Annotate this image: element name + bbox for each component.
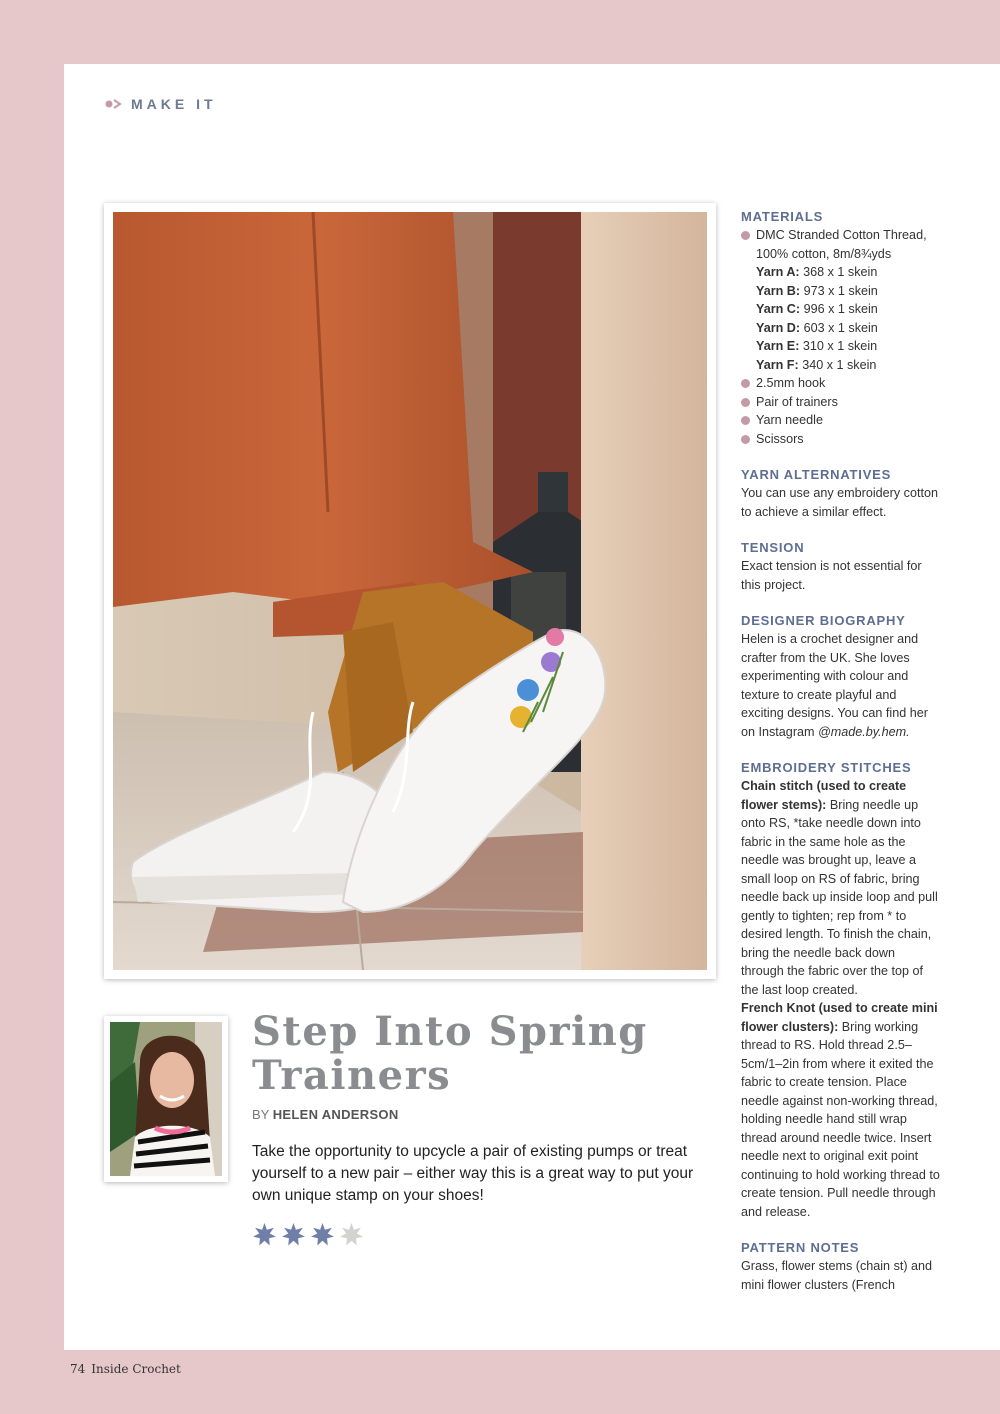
sidebar [741,208,941,1312]
bullet-icon [741,435,750,444]
yarn-alternatives-text: You can use any embroidery cotton to achieve a similar effect. [741,486,938,519]
designer-portrait [110,1022,222,1176]
yarn-alternatives-section [741,466,941,521]
yarn-row: Yarn E: 310 x 1 skein [756,339,878,353]
list-item: Pair of trainers [741,393,941,412]
biography-heading: DESIGNER BIOGRAPHY [741,613,906,628]
main-photo-frame [104,203,716,979]
pattern-notes-heading: PATTERN NOTES [741,1240,860,1255]
materials-section [741,208,941,448]
tension-text: Exact tension is not essential for this project. [741,559,922,592]
materials-list [741,226,941,263]
author-name: HELEN ANDERSON [272,1107,399,1122]
magazine-name: Inside Crochet [91,1362,181,1376]
bullet-icon [741,398,750,407]
pattern-notes-section [741,1239,941,1294]
list-item: Scissors [741,430,941,449]
yarn-row: Yarn A: 368 x 1 skein [756,265,878,279]
chain-stitch-text: Chain stitch (used to create flower stems): Bring needle up onto RS, *take needle down into fabric in the same hole as the needle was brought up, leave a small loop on RS of fabric, bring needle back up inside loop and pull gently to tighten; rep from * to desired length. To finish the chain, bring the needle back down through the fabric over the top of the last loop created. [741,779,938,997]
bullet-icon [741,416,750,425]
materials-heading: MATERIALS [741,209,824,224]
yarn-row: Yarn C: 996 x 1 skein [756,302,878,316]
page-footer [70,1362,181,1376]
yarn-row: Yarn D: 603 x 1 skein [756,320,878,335]
yarn-alternatives-heading: YARN ALTERNATIVES [741,467,892,482]
title-line-2: Trainers [252,1052,452,1099]
bullet-icon [741,379,750,388]
bullet-icon [741,231,750,240]
pattern-notes-text: Grass, flower stems (chain st) and mini flower clusters (French [741,1259,933,1292]
designer-portrait-frame [104,1016,228,1182]
article-title [252,1010,692,1098]
biography-text: Helen is a crochet designer and crafter from the UK. She loves experimenting with colour and texture to create playful and exciting designs. You can find her on Instagram @made.by.hem. [741,632,928,739]
tension-section [741,539,941,594]
article-intro: Take the opportunity to upcycle a pair of existing pumps or treat yourself to a new pair – either way this is a great way to put your own unique stamp on your shoes! [252,1143,694,1204]
page-number: 74 [70,1362,86,1376]
yarn-row: Yarn F: 340 x 1 skein [756,357,877,372]
biography-section [741,612,941,741]
section-tag [105,96,217,112]
stitches-heading: EMBROIDERY STITCHES [741,760,912,775]
arrow-icon [105,99,123,109]
french-knot-text: French Knot (used to create mini flower clusters): Bring working thread to RS. Hold thread 2.5–5cm/1–2in from where it exited the fabric to create tension. Place needle against non-working thread, holding needle hand still wrap thread around needle twice. Insert needle next to original exit point continuing to hold working thread to create tension. Pull needle through and release. [741,1001,940,1219]
section-tag-label: MAKE IT [131,96,217,112]
star-icon [252,1222,277,1247]
list-item: 2.5mm hook [741,374,941,393]
byline [252,1107,399,1122]
difficulty-rating [252,1222,364,1247]
star-icon [310,1222,335,1247]
star-empty-icon [339,1222,364,1247]
stitches-section [741,759,941,1221]
instagram-handle: @made.by.hem. [818,724,910,739]
star-icon [281,1222,306,1247]
title-line-1: Step Into Spring [252,1008,648,1055]
list-item: DMC Stranded Cotton Thread, 100% cotton, 8m/8¾yds [741,226,941,263]
trainers-photo [113,212,707,970]
yarn-row: Yarn B: 973 x 1 skein [756,283,878,298]
list-item: Yarn needle [741,411,941,430]
tension-heading: TENSION [741,540,805,555]
materials-list [741,374,941,448]
byline-prefix: BY [252,1107,270,1122]
